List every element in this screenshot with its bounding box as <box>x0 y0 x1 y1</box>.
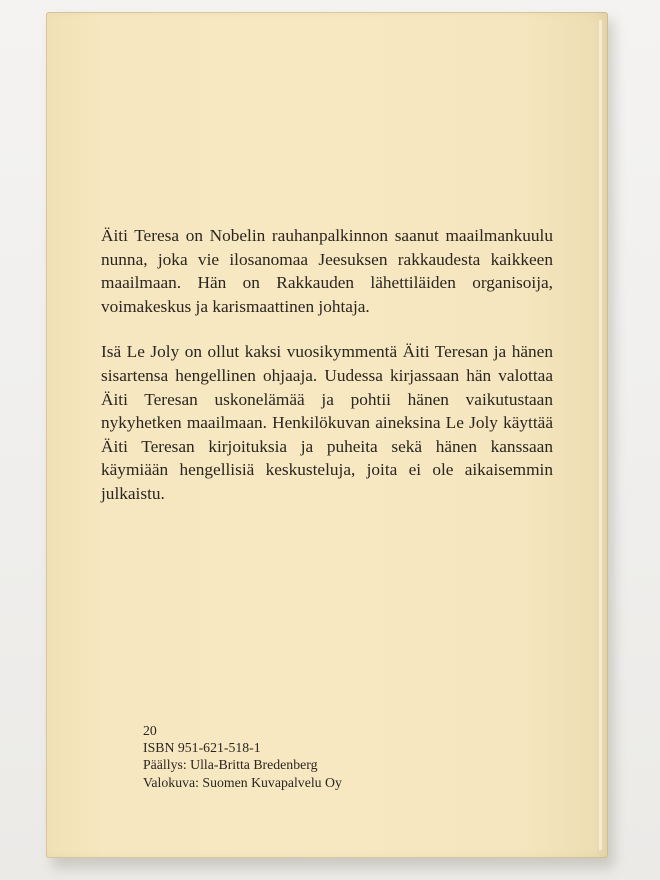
isbn: ISBN 951-621-518-1 <box>143 740 261 756</box>
blurb-paragraph-1: Äiti Teresa on Nobelin rauhanpalkinnon saanut maailmankuulu nunna, joka vie ilosanomaa Jeesuksen rakkaudesta kaikkeen maailmaan. Hän on Rakkauden lähettiläiden organisoija, voimakeskus ja karismaattinen johtaja. <box>101 226 553 316</box>
cover-edge-highlight <box>599 20 602 850</box>
cover-design-credit: Päällys: Ulla-Britta Bredenberg <box>143 757 318 773</box>
photo-credit: Valokuva: Suomen Kuvapalvelu Oy <box>143 774 342 790</box>
back-cover-blurb <box>101 224 553 528</box>
blurb-paragraph-2: Isä Le Joly on ollut kaksi vuosikymmentä Äiti Teresan ja hänen sisartensa hengellinen ohjaaja. Uudessa kirjassaan hän valottaa Äiti Teresan uskonelämää ja pohtii hänen vaikutustaan nykyhetken maailmaan. Henkilökuvan aineksina Le Joly käyttää Äiti Teresan kirjoituksia ja puheita sekä hänen kanssaan käymiään hengellisiä keskusteluja, joita ei ole aikaisemmin julkaistu. <box>101 342 553 503</box>
edition-number: 20 <box>143 723 157 738</box>
publication-credits <box>143 722 443 791</box>
